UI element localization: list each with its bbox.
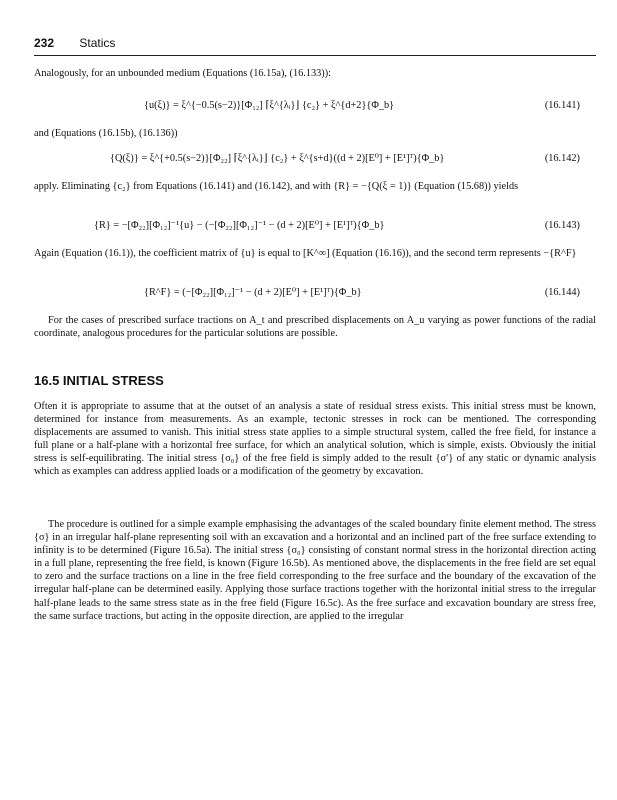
equation-number: (16.141) (544, 100, 580, 111)
running-title: Statics (79, 36, 116, 50)
paragraph-again: Again (Equation (16.1)), the coefficient matrix of {u} is equal to [K^∞] (Equation (16.16)), and the second term represents −{R^F} (34, 248, 577, 259)
paragraph-initial-stress-1: Often it is appropriate to assume that at the outset of an analysis a state of residual stress exists. This initial stress must be known, determined for instance from measurements. As an example, tectonic stresses in rock can be mentioned. The corresponding displacements are assumed to vanish. This initial stress state applies to a simple structural system, called the free field, for instance a full plane or a half-plane with a horizontal free surface, for which an analytical solution, which is simple, exists. Obviously the initial stress is self-equilibrating. The initial stress {σ₀} of the free field is simply added to the result {σ′} of any static or dynamic analysis which as examples can address applied loads or a modification of the geometry by excavation. (34, 401, 596, 478)
equation-number: (16.143) (544, 220, 580, 231)
running-header (34, 36, 115, 50)
equation-number: (16.144) (544, 287, 580, 298)
paragraph-analogously: Analogously, for an unbounded medium (Equations (16.15a), (16.133)): (34, 68, 332, 79)
paragraph-for-the-cases: For the cases of prescribed surface tractions on A_t and prescribed displacements on A_u varying as power functions of the radial coordinate, analogous procedures for the particular solutions are possible. (34, 315, 596, 340)
equation-body: {R^F} = (−[Φ₂₂][Φ₁₂]⁻¹ − (d + 2)[E⁰] + [E¹]ᵀ){Φ_b} (144, 287, 362, 298)
equation-body: {Q(ξ)} = ξ^{+0.5(s−2)}[Φ₂₂] ⌈ξ^{λᵢ}⌋ {c₂} + ξ^{s+d}((d + 2)[E⁰] + [E¹]ᵀ){Φ_b} (110, 153, 445, 164)
equation-16-144 (34, 286, 596, 300)
equation-16-142 (34, 152, 596, 166)
equation-body: {u(ξ)} = ξ^{−0.5(s−2)}[Φ₁₂] ⌈ξ^{λᵢ}⌋ {c₂} + ξ^{d+2}{Φ_b} (144, 100, 395, 111)
paragraph-and: and (Equations (16.15b), (16.136)) (34, 128, 178, 139)
equation-16-141 (34, 99, 596, 113)
equation-number: (16.142) (544, 153, 580, 164)
page-number: 232 (34, 36, 55, 50)
section-heading: 16.5 INITIAL STRESS (34, 373, 164, 388)
paragraph-apply: apply. Eliminating {c₂} from Equations (16.141) and (16.142), and with {R} = −{Q(ξ = 1)} (Equation (15.68)) yields (34, 181, 519, 192)
header-rule (34, 55, 596, 56)
equation-16-143 (34, 219, 596, 233)
paragraph-initial-stress-2: The procedure is outlined for a simple example emphasising the advantages of the scaled boundary finite element method. The stress {σ} in an irregular half-plane representing soil with an excavation and a horizontal and an inclined part of the free surface extending to infinity is to be determined (Figure 16.5a). The initial stress {σ₀} consisting of constant normal stress in the horizontal direction acting in a full plane, representing the free field, is known (Figure 16.5b). As mentioned above, the displacements in the free field are set equal to zero and the surface tractions on a line in the free field corresponding to the free surface and the boundary of the excavation of the irregular half-plane can be determined easily. Applying those surface tractions together with the horizontal initial stress to the irregular half-plane leads to the same stress state as in the free field (Figure 16.5c). As the free surface and excavation boundary are stress free, the same surface tractions, but acting in the opposite direction, are applied to the irregular (34, 519, 596, 622)
equation-body: {R} = −[Φ₂₂][Φ₁₂]⁻¹{u} − (−[Φ₂₂][Φ₁₂]⁻¹ − (d + 2)[E⁰] + [E¹]ᵀ){Φ_b} (94, 220, 385, 231)
